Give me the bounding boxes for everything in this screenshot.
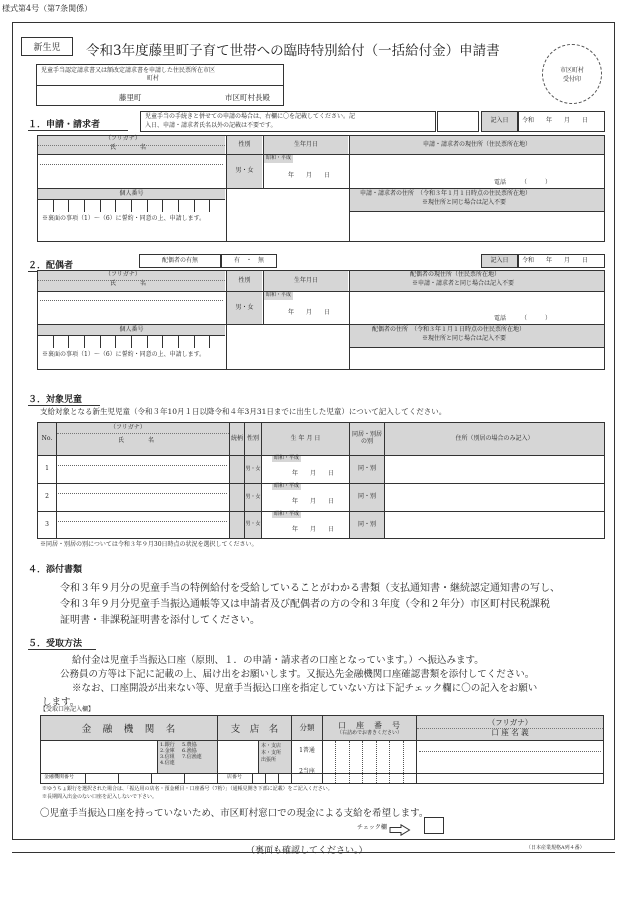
row-no: 3	[45, 520, 49, 528]
child-era-select[interactable]: 昭和・平成	[274, 483, 300, 489]
child-birth-ymd: 年 月 日	[292, 498, 335, 505]
section3-intro: 支給対象となる新生児児童（令和３年10月１日以降令和４年3月31日までに出生した児童）について記入してください。	[40, 407, 447, 416]
spouse-furigana-input[interactable]	[40, 292, 223, 301]
dormant-note: ※長期間入出金のない口座を記入しないで下さい。	[42, 794, 158, 800]
header-live	[350, 423, 384, 455]
child-birth-field[interactable]	[262, 456, 349, 483]
bank-name-input[interactable]	[43, 742, 155, 768]
reception-stamp: 市区町村 受付印	[542, 44, 602, 104]
footer-note: （裏面も確認してください。）	[246, 846, 368, 856]
child-furigana-input[interactable]	[58, 513, 227, 522]
cash-checkbox[interactable]	[424, 817, 444, 834]
child-address-input[interactable]	[385, 456, 604, 483]
bank-code-boxes[interactable]	[85, 774, 217, 783]
section4-line1: 令和３年９月分の児童手当の特例給付を受給していることがわかる書類（支払通知書・継続認定通知書の写し、	[60, 583, 560, 594]
municipality-box	[36, 64, 284, 106]
birth-field[interactable]	[263, 155, 348, 188]
spouse-prior-line2: ※現住所と同じ場合は記入不要	[422, 335, 507, 342]
check-label: チェック欄	[357, 824, 387, 831]
holder-name-input[interactable]	[419, 753, 601, 782]
name-input[interactable]	[40, 166, 223, 186]
spouse-exists-label: 配偶者の有無	[139, 254, 221, 268]
date-label: 記入日	[481, 111, 518, 132]
bank-type: 4.信連	[160, 760, 175, 766]
branch-name-input[interactable]	[219, 742, 257, 772]
child-furigana-input[interactable]	[58, 457, 227, 466]
mayor-address: 市区町村長殿	[225, 93, 270, 102]
child-address-input[interactable]	[385, 512, 604, 538]
furigana-label: （フリガナ）	[105, 135, 141, 142]
child-name-input[interactable]	[58, 523, 227, 537]
form-number: 様式第4号（第7条関係）	[2, 4, 93, 13]
yucho-note: ※ゆうちょ銀行を選択された場合は、「振込用の店名・預金種目・口座番号（7桁）」（通帳見開き下部に記載）をご記入ください。	[42, 786, 333, 792]
note-line2: 入日、申請・請求者氏名以外の記載は不要です。	[145, 122, 277, 129]
account-type-ordinary[interactable]: 1普通	[299, 746, 315, 754]
child-gender-select[interactable]: 男・女	[245, 456, 261, 483]
spouse-gender-header: 性別	[226, 271, 262, 291]
header-live2: の別	[360, 438, 373, 445]
spouse-address-line2: ※申請・請求者と同じ場合は記入不要	[412, 280, 515, 287]
child-era-select[interactable]: 昭和・平成	[274, 511, 300, 517]
bank-type: 6.漁協	[182, 748, 197, 754]
spouse-phone-label: 電話 （ ）	[494, 315, 552, 322]
prior-address-line1: 申請・請求者の住所 （令和３年１月１日時点の住民票所在地）	[360, 190, 532, 197]
child-live-select[interactable]: 同・別	[350, 456, 384, 483]
mynumber-header: 個人番号	[38, 189, 225, 199]
branch-type-select[interactable]	[258, 741, 291, 773]
branch-type: 出張所	[261, 757, 277, 763]
arrow-right-icon	[389, 821, 411, 833]
spouse-date-field[interactable]: 令和 年 月 日	[518, 254, 605, 268]
date-field[interactable]: 令和 年 月 日	[518, 111, 605, 132]
branch-type: 本・支店	[261, 743, 282, 749]
section4-line3: 証明書・非課税証明書を添付してください。	[60, 615, 260, 626]
type-header: 分類	[292, 716, 322, 740]
prior-address-header	[349, 189, 604, 211]
child-address-input[interactable]	[385, 484, 604, 511]
section1-heading: １．申請・請求者	[28, 117, 128, 131]
spouse-era-select[interactable]: 昭和・平成	[266, 292, 292, 298]
spouse-address-input[interactable]	[349, 292, 604, 324]
children-note: ※同居・別居の別については令和３年９月30日時点の状況を選択してください。	[40, 541, 258, 548]
child-birth-field[interactable]	[262, 512, 349, 538]
header-address: 住所（別居の場合のみ記入）	[455, 434, 534, 442]
row-no: 2	[45, 493, 49, 501]
era-select[interactable]: 昭和・平成	[266, 155, 292, 161]
furigana-input[interactable]	[40, 155, 223, 165]
spouse-name-label: 氏 名	[110, 280, 147, 287]
account-number-sub: （右詰めでお書きください）	[336, 729, 402, 736]
section4-heading: ４．添付書類	[28, 565, 83, 575]
branch-code-label: 店番号	[227, 774, 243, 780]
spouse-mynumber-header: 個人番号	[38, 325, 225, 335]
section5-line4: します。	[42, 697, 80, 708]
paper-size-note: （日本産業規格A列４番）	[526, 845, 585, 851]
spouse-birth-field[interactable]	[263, 292, 348, 324]
account-label: 【受取口座記入欄】	[40, 706, 95, 713]
spouse-pledge-text: ※裏面の事項（1）～（6）に誓約・同意の上、申請します。	[42, 351, 206, 358]
bank-type: 5.農協	[182, 742, 197, 748]
child-birth-ymd: 年 月 日	[292, 470, 335, 477]
section4-line2: 令和３年９月分児童手当振込通帳等又は申請者及び配偶者の方の令和３年度（令和２年分）市区町村民税課税	[60, 599, 550, 610]
account-number-boxes[interactable]	[323, 741, 416, 783]
relation-column	[230, 456, 244, 538]
header-live1: 同居・別居	[351, 431, 382, 439]
spouse-prior-address-header	[349, 325, 604, 347]
bank-type: 7.信漁連	[182, 754, 202, 760]
header-gender: 性別	[246, 434, 259, 442]
branch-type: 本・支所	[261, 750, 282, 756]
spouse-address-line1: 配偶者の現住所（住民票所在地）	[410, 271, 501, 278]
section2-heading: ２．配偶者	[28, 258, 108, 272]
account-number-label: 口 座 番 号	[338, 720, 401, 730]
form-title: 令和3年度藤里町子育て世帯への臨時特別給付（一括給付金）申請書	[86, 43, 500, 59]
birth-ymd: 年 月 日	[288, 172, 331, 179]
municipality-line1: 児童手当認定請求書又は額改定請求書を申請した住民票所在市区	[41, 67, 216, 74]
child-gender-select[interactable]: 男・女	[245, 484, 261, 511]
child-birth-ymd: 年 月 日	[292, 526, 335, 533]
address-input[interactable]	[349, 155, 604, 188]
mynumber-boxes[interactable]	[38, 199, 225, 212]
account-number-header	[323, 716, 416, 740]
holder-label: 口 座 名 義	[417, 728, 603, 738]
name-label: 氏 名	[110, 144, 147, 151]
spouse-prior-address-input[interactable]	[349, 347, 604, 369]
bank-header: 金 融 機 関 名	[41, 716, 217, 740]
account-type-checking[interactable]: 2当座	[299, 767, 315, 775]
header-furigana: （フリガナ）	[110, 424, 146, 431]
section1-note	[140, 111, 436, 132]
cash-option-text: 〇児童手当振込口座を持っていないため、市区町村窓口での現金による支給を希望します。	[40, 808, 429, 819]
header-relation: 続柄	[230, 434, 243, 442]
child-name-input[interactable]	[58, 467, 227, 482]
branch-header: 支 店 名	[218, 716, 291, 740]
spouse-address-header	[349, 271, 604, 291]
spouse-furigana-label: （フリガナ）	[105, 271, 141, 278]
birth-header: 生年月日	[263, 136, 348, 154]
spouse-birth-ymd: 年 月 日	[288, 309, 331, 316]
holder-kana-input[interactable]	[419, 742, 601, 752]
phone-label: 電話 （ ）	[494, 179, 552, 186]
bank-type-select[interactable]	[157, 741, 217, 773]
address-header: 申請・請求者の現住所（住民票所在地）	[349, 136, 604, 154]
spouse-exists-select[interactable]: 有 ・ 無	[221, 254, 277, 268]
newborn-badge: 新生児	[21, 37, 73, 56]
note-line1: 児童手当の手続きと併せての申請の場合は、右欄に〇を記載してください。記	[145, 113, 356, 120]
spouse-date-label: 記入日	[481, 254, 518, 268]
gender-select[interactable]: 男・女	[226, 155, 262, 188]
child-furigana-input[interactable]	[58, 485, 227, 494]
section5-heading: ５．受取方法	[28, 636, 96, 650]
town-name[interactable]: 藤里町	[119, 93, 142, 102]
child-live-select[interactable]: 同・別	[350, 484, 384, 511]
bank-type: 1.銀行	[160, 742, 175, 748]
spouse-gender-select[interactable]: 男・女	[226, 292, 262, 324]
section5-line1: 給付金は児童手当振込口座（原則、１．の申請・請求者の口座となっています。）へ振込みます。	[72, 655, 484, 666]
municipality-line2: 町村	[147, 75, 160, 82]
pledge-text: ※裏面の事項（1）～（6）に誓約・同意の上、申請します。	[42, 215, 206, 222]
spouse-mynumber-boxes[interactable]	[38, 335, 225, 348]
section5-line3: ※なお、口座開設が出来ない等、児童手当振込口座を指定していない方は下記チェック欄に〇の記入をお願い	[72, 683, 538, 694]
child-era-select[interactable]: 昭和・平成	[274, 455, 300, 461]
child-name-input[interactable]	[58, 495, 227, 510]
bank-code-label: 金融機関番号	[44, 774, 75, 780]
row-no: 1	[45, 465, 49, 473]
header-birth: 生 年 月 日	[290, 434, 321, 442]
bank-type: 2.金庫	[160, 748, 175, 754]
circle-box[interactable]	[437, 111, 479, 132]
branch-code-boxes[interactable]	[252, 774, 291, 783]
child-birth-field[interactable]	[262, 484, 349, 511]
child-live-select[interactable]: 同・別	[350, 512, 384, 538]
spouse-name-input[interactable]	[40, 302, 223, 322]
section5-line2: 公務員の方等は下記に記載の上、届け出をお願いします。又振込先金融機関口座確認書類を添付してください。	[60, 669, 535, 680]
holder-header	[417, 716, 603, 740]
header-no: No.	[41, 434, 53, 442]
prior-address-line2: ※現住所と同じ場合は記入不要	[422, 199, 507, 206]
section3-heading: ３．対象児童	[28, 392, 100, 406]
bank-type: 3.信組	[160, 754, 175, 760]
gender-header: 性別	[226, 136, 262, 154]
spouse-prior-line1: 配偶者の住所 （令和３年１月１日時点の住民票所在地）	[372, 326, 526, 333]
child-gender-select[interactable]: 男・女	[245, 512, 261, 538]
prior-address-input[interactable]	[349, 211, 604, 241]
header-name: 氏 名	[118, 437, 155, 444]
spouse-birth-header: 生年月日	[263, 271, 348, 291]
holder-kana-label: （フリガナ）	[487, 717, 533, 727]
